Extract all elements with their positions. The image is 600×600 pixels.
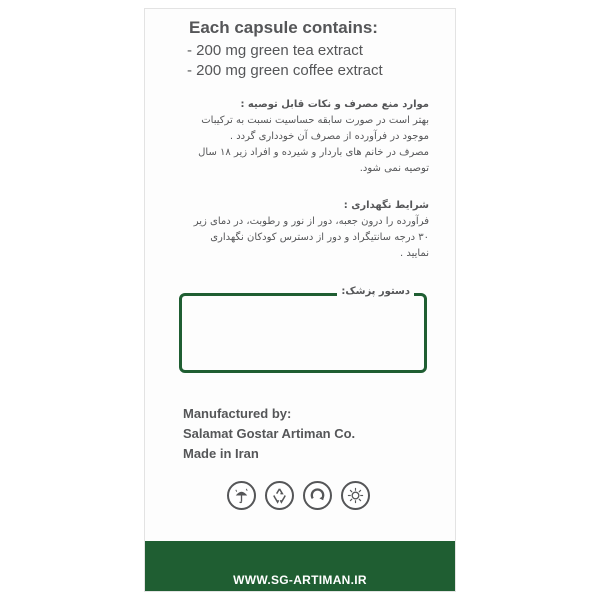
manufacturer-name: Salamat Gostar Artiman Co. bbox=[183, 426, 356, 441]
storage-text: فرآورده را درون جعبه، دور از نور و رطوبت، در دمای زیر bbox=[193, 216, 429, 227]
keep-away-from-sunlight-icon bbox=[341, 481, 370, 510]
storage-title: شرایط نگهداری : bbox=[343, 200, 429, 211]
storage-text: ۳۰ درجه سانتیگراد و دور از دسترس کودکان نگهداری bbox=[210, 232, 429, 243]
ingredient-list bbox=[187, 41, 383, 81]
keep-dry-icon bbox=[227, 481, 256, 510]
contraindications-text: توصیه نمی شود. bbox=[359, 163, 429, 174]
website-url: WWW.SG-ARTIMAN.IR bbox=[233, 573, 367, 587]
prescription-box bbox=[179, 286, 427, 373]
contraindications-text: بهتر است در صورت سابقه حساسیت نسبت به ترکیبات bbox=[201, 115, 429, 126]
packaging-symbols bbox=[227, 481, 370, 510]
recyclable-arrow-icon bbox=[303, 481, 332, 510]
manufacturer-info bbox=[183, 404, 355, 464]
capsule-contents-heading: Each capsule contains: bbox=[189, 18, 378, 37]
product-label-panel bbox=[144, 8, 456, 592]
contraindications-title: موارد منع مصرف و نکات قابل توصیه : bbox=[240, 99, 429, 110]
ingredient-item: - 200 mg green coffee extract bbox=[187, 62, 383, 79]
prescription-label: دستور پزشک: bbox=[337, 286, 414, 297]
storage-section bbox=[159, 198, 429, 262]
country-of-origin: Made in Iran bbox=[183, 446, 259, 461]
storage-text: نمایید . bbox=[399, 248, 429, 259]
contraindications-section bbox=[159, 97, 429, 177]
manufactured-by-label: Manufactured by: bbox=[183, 406, 292, 421]
contraindications-text: موجود در فرآورده از مصرف آن خودداری گردد . bbox=[229, 131, 429, 142]
ingredient-item: - 200 mg green tea extract bbox=[187, 42, 363, 59]
recycle-icon bbox=[265, 481, 294, 510]
contraindications-text: مصرف در خانم های باردار و شیرده و افراد زیر ۱۸ سال bbox=[198, 147, 429, 158]
